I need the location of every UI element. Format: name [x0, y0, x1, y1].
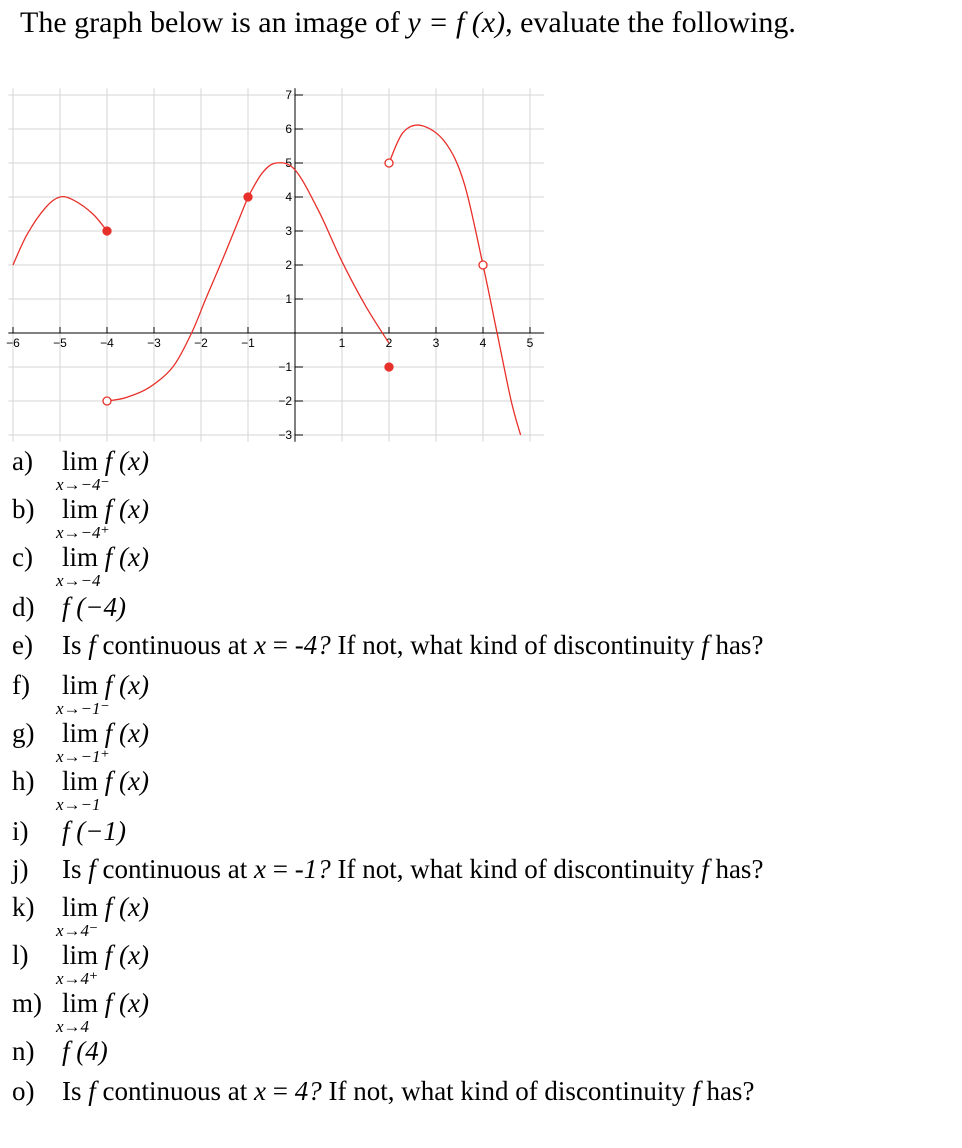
- x-tick-label: −4: [100, 336, 114, 350]
- limit-operator: lim x→−1⁺: [62, 718, 98, 748]
- curve-piece-4: [389, 125, 521, 435]
- y-tick-label: 5: [285, 156, 292, 170]
- question-o: [12, 1076, 754, 1106]
- x-tick-label: 4: [479, 336, 487, 350]
- limit-subscript: x→−4⁺: [56, 523, 110, 542]
- y-tick-label: 2: [285, 258, 292, 272]
- problem-statement: [20, 6, 796, 40]
- limit-subscript: x→−1⁺: [56, 747, 110, 766]
- question-n: [12, 1036, 108, 1066]
- limit-expression: f (x): [104, 718, 149, 748]
- question-variable: -1?: [294, 854, 331, 884]
- question-label: l): [12, 940, 29, 970]
- question-label: e): [12, 630, 33, 660]
- question-label: h): [12, 766, 35, 796]
- y-tick-label: −2: [278, 394, 292, 408]
- question-m: [12, 988, 149, 1036]
- x-tick-label: −6: [6, 336, 20, 350]
- limit-operator: lim x→−4⁺: [62, 494, 98, 524]
- question-c: [12, 542, 149, 590]
- x-tick-label: 1: [338, 336, 346, 350]
- limit-expression: f (x): [104, 988, 149, 1018]
- question-label: i): [12, 816, 29, 846]
- limit-operator: lim x→−4⁻: [62, 446, 98, 476]
- question-variable: f: [88, 630, 96, 660]
- open-point: [385, 159, 393, 167]
- limit-expression: f (x): [104, 670, 149, 700]
- curve-piece-3: [248, 163, 389, 343]
- question-label: a): [12, 446, 33, 476]
- question-variable: 4?: [294, 1076, 322, 1106]
- question-variable: f: [692, 1076, 700, 1106]
- x-tick-label: −1: [241, 336, 255, 350]
- y-tick-label: 1: [285, 292, 292, 306]
- y-tick-label: 3: [285, 224, 292, 238]
- x-tick-label: 3: [432, 336, 440, 350]
- closed-point: [385, 363, 393, 371]
- function-value: f (−1): [62, 816, 126, 846]
- x-tick-label: −2: [194, 336, 208, 350]
- limit-subscript: x→−1: [56, 795, 101, 814]
- question-i: [12, 816, 126, 846]
- closed-point: [244, 193, 252, 201]
- question-label: j): [12, 854, 29, 884]
- question-label: m): [12, 988, 42, 1018]
- question-d: [12, 592, 126, 622]
- y-tick-label: 7: [285, 88, 292, 102]
- y-tick-label: −3: [278, 428, 292, 442]
- open-point: [479, 261, 487, 269]
- function-value: f (−4): [62, 592, 126, 622]
- question-g: [12, 718, 149, 766]
- limit-expression: f (x): [104, 446, 149, 476]
- question-label: o): [12, 1076, 35, 1106]
- limit-expression: f (x): [104, 542, 149, 572]
- limit-operator: lim x→−4: [62, 542, 98, 572]
- limit-subscript: x→4: [56, 1017, 90, 1036]
- closed-point: [103, 227, 111, 235]
- question-e: [12, 630, 763, 660]
- y-tick-label: −1: [278, 360, 292, 374]
- x-tick-label: −3: [147, 336, 161, 350]
- limit-subscript: x→−1⁻: [56, 699, 110, 718]
- question-variable: f: [701, 630, 709, 660]
- question-text: Is f continuous at x = 4? If not, what kind of discontinuity f has?: [62, 1076, 755, 1106]
- statement-equation: y = f (x): [407, 6, 506, 39]
- question-label: k): [12, 892, 35, 922]
- x-tick-label: 5: [526, 336, 534, 350]
- statement-prefix: The graph below is an image of: [20, 6, 408, 39]
- question-variable: -4?: [294, 630, 331, 660]
- limit-subscript: x→−4: [56, 571, 101, 590]
- limit-operator: lim x→4⁺: [62, 940, 98, 970]
- question-variable: x: [254, 854, 266, 884]
- question-label: c): [12, 542, 33, 572]
- question-l: [12, 940, 149, 988]
- question-label: b): [12, 494, 35, 524]
- question-label: g): [12, 718, 35, 748]
- question-label: d): [12, 592, 35, 622]
- question-text: Is f continuous at x = -4? If not, what kind of discontinuity f has?: [62, 630, 764, 660]
- question-k: [12, 892, 149, 940]
- question-a: [12, 446, 149, 494]
- question-label: n): [12, 1036, 35, 1066]
- statement-suffix: , evaluate the following.: [505, 6, 796, 39]
- limit-operator: lim x→4: [62, 988, 98, 1018]
- limit-operator: lim x→−1: [62, 766, 98, 796]
- limit-expression: f (x): [104, 494, 149, 524]
- x-tick-label: 2: [385, 336, 393, 350]
- question-f: [12, 670, 149, 718]
- limit-subscript: x→4⁺: [56, 969, 99, 988]
- y-tick-label: 6: [285, 122, 292, 136]
- question-h: [12, 766, 149, 814]
- function-graph: [6, 86, 560, 442]
- question-variable: f: [88, 1076, 96, 1106]
- question-label: f): [12, 670, 30, 700]
- function-value: f (4): [62, 1036, 108, 1066]
- question-text: Is f continuous at x = -1? If not, what kind of discontinuity f has?: [62, 854, 764, 884]
- open-point: [103, 397, 111, 405]
- y-tick-label: 4: [285, 190, 292, 204]
- limit-expression: f (x): [104, 940, 149, 970]
- x-tick-label: −5: [53, 336, 67, 350]
- limit-subscript: x→−4⁻: [56, 475, 110, 494]
- question-variable: f: [701, 854, 709, 884]
- question-b: [12, 494, 149, 542]
- question-j: [12, 854, 763, 884]
- question-variable: f: [88, 854, 96, 884]
- limit-operator: lim x→−1⁻: [62, 670, 98, 700]
- limit-subscript: x→4⁻: [56, 921, 99, 940]
- limit-expression: f (x): [104, 766, 149, 796]
- limit-operator: lim x→4⁻: [62, 892, 98, 922]
- limit-expression: f (x): [104, 892, 149, 922]
- question-variable: x: [254, 1076, 266, 1106]
- question-variable: x: [254, 630, 266, 660]
